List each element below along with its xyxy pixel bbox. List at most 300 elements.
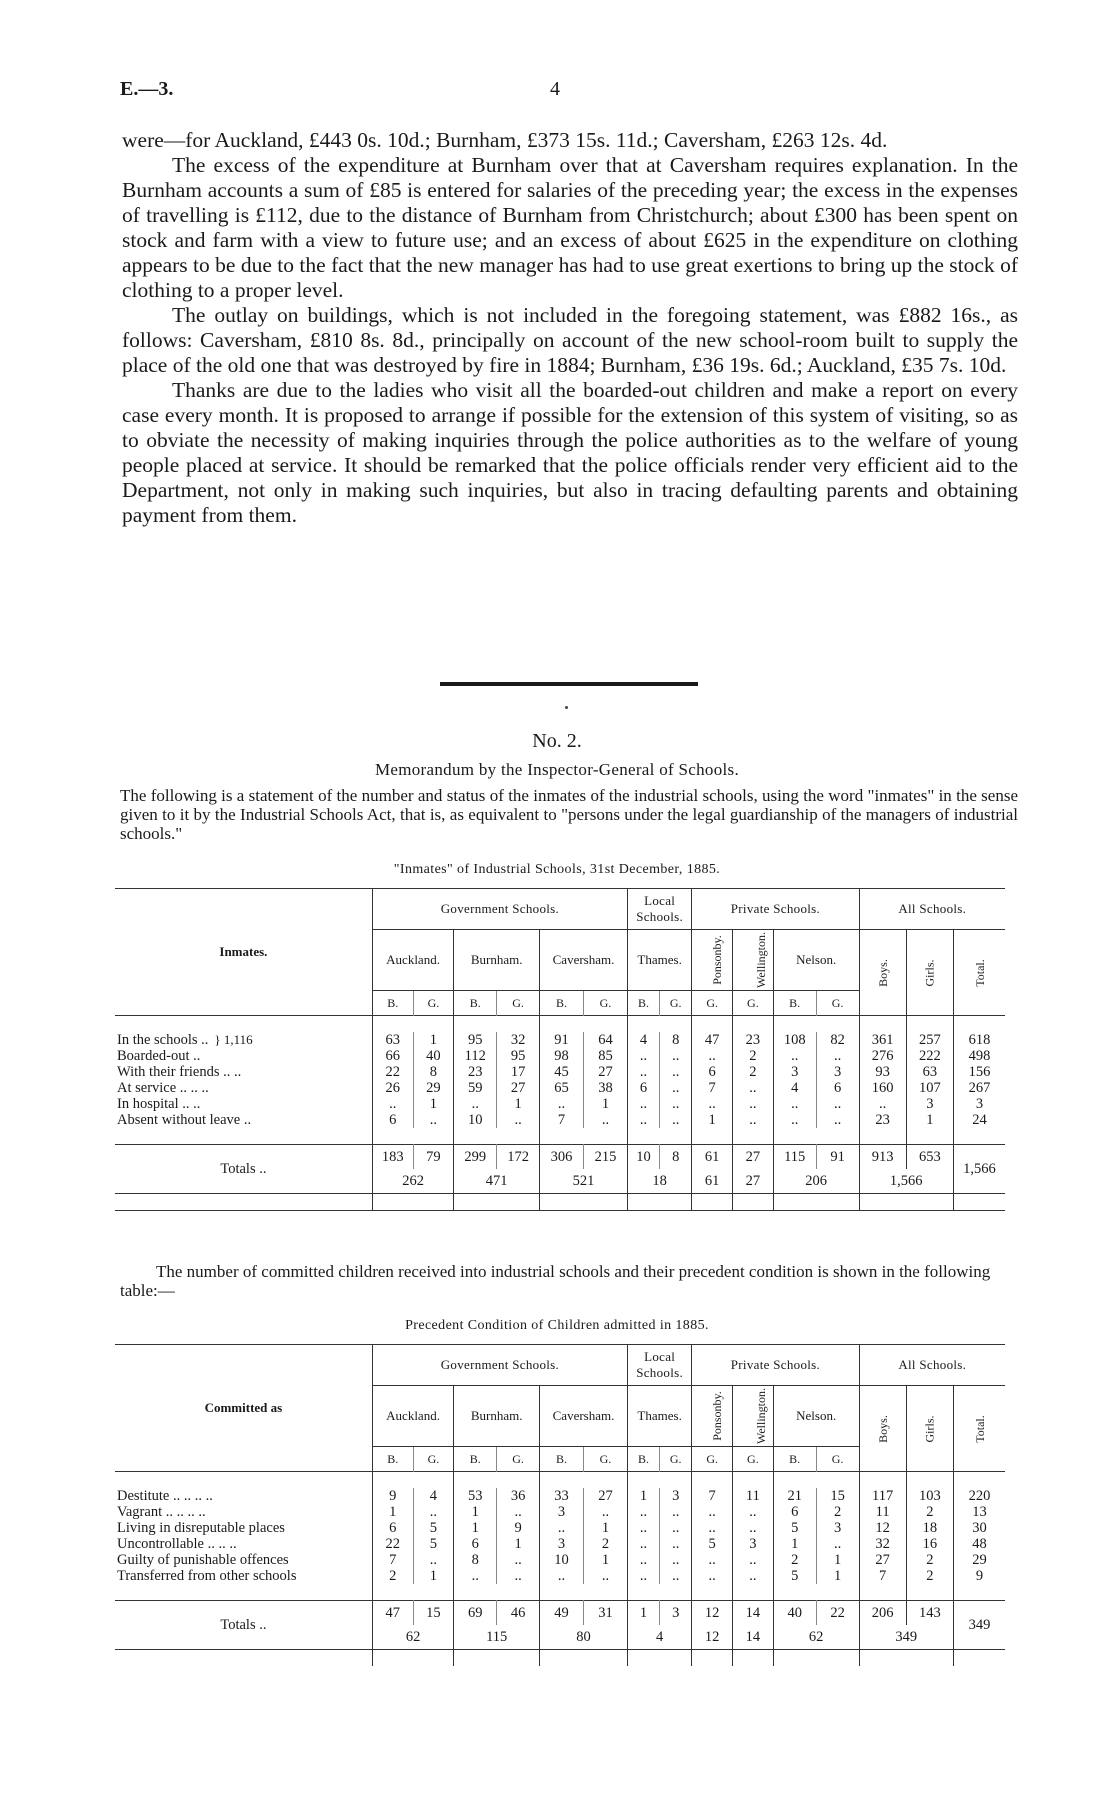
table-cell: 23	[454, 1064, 497, 1080]
row-label	[115, 1520, 372, 1536]
table-cell: 1	[413, 1568, 454, 1584]
totals-cell: 14	[733, 1601, 774, 1626]
table-cell: 13	[953, 1504, 1005, 1520]
totals-cell: 10	[627, 1145, 659, 1170]
table-cell: 117	[859, 1488, 906, 1504]
table-cell: 7	[859, 1568, 906, 1584]
grand-total: 349	[953, 1601, 1005, 1650]
table-cell: 5	[773, 1568, 816, 1584]
table-cell: ..	[816, 1096, 859, 1112]
table-row	[115, 1080, 1005, 1096]
table-cell: 38	[584, 1080, 628, 1096]
bg-header: B.	[372, 1447, 413, 1472]
school-header: Ponsonby.	[710, 935, 725, 985]
totals-cell: 115	[773, 1145, 816, 1170]
school-header: Burnham.	[454, 930, 540, 991]
table-cell: ..	[660, 1080, 692, 1096]
table-cell: 1	[692, 1112, 733, 1128]
school-header: Thames.	[627, 930, 691, 991]
totals-label: Totals ..	[220, 1161, 267, 1177]
row-label	[115, 1568, 372, 1584]
school-header: Caversham.	[540, 1386, 628, 1447]
subtotal-cell: 115	[454, 1625, 540, 1650]
subtotal-cell: 80	[540, 1625, 628, 1650]
table-cell: ..	[540, 1520, 584, 1536]
table-cell: 27	[497, 1080, 540, 1096]
bg-header: G.	[497, 1447, 540, 1472]
divider-dot	[565, 706, 568, 709]
bg-header: G.	[816, 991, 859, 1016]
table-cell: 45	[540, 1064, 584, 1080]
table-cell: 1	[627, 1488, 659, 1504]
table-cell: ..	[497, 1568, 540, 1584]
table-cell: 2	[733, 1048, 774, 1064]
table-cell: ..	[733, 1568, 774, 1584]
table1-caption: "Inmates" of Industrial Schools, 31st December, 1885.	[393, 862, 721, 877]
table-cell: 1	[454, 1504, 497, 1520]
table-cell: ..	[454, 1568, 497, 1584]
totals-cell: 79	[413, 1145, 454, 1170]
row-label	[115, 1488, 372, 1504]
totals-cell: 12	[692, 1601, 733, 1626]
row-header: Committed as	[115, 1345, 372, 1472]
row-label-text: Absent without leave ..	[117, 1112, 252, 1128]
subtotal-cell: 521	[540, 1169, 628, 1194]
subtotal-cell: 62	[773, 1625, 859, 1650]
table-cell: 1	[584, 1552, 628, 1568]
table-cell: ..	[540, 1096, 584, 1112]
table-cell: 27	[584, 1488, 628, 1504]
table-cell: 26	[372, 1080, 413, 1096]
row-label-text: Living in disreputable places	[117, 1520, 285, 1536]
table-cell: 63	[906, 1064, 953, 1080]
column-header: Girls.	[922, 1415, 937, 1442]
table-cell: 47	[692, 1032, 733, 1048]
table-cell: 5	[773, 1520, 816, 1536]
table-cell: 1	[773, 1536, 816, 1552]
table-cell: ..	[660, 1048, 692, 1064]
table-cell: 7	[692, 1080, 733, 1096]
group-header: Local Schools.	[627, 889, 691, 930]
table-cell: 1	[584, 1520, 628, 1536]
table-cell: 8	[660, 1032, 692, 1048]
table-cell: 9	[497, 1520, 540, 1536]
subtotal-cell: 206	[773, 1169, 859, 1194]
table-cell: ..	[859, 1096, 906, 1112]
row-label-text: In the schools ..	[117, 1032, 209, 1048]
table-cell: 3	[906, 1096, 953, 1112]
table-cell: ..	[627, 1552, 659, 1568]
table-cell: 1	[372, 1504, 413, 1520]
grand-total: 1,566	[953, 1145, 1005, 1194]
bg-header: G.	[816, 1447, 859, 1472]
table-cell: 64	[584, 1032, 628, 1048]
subtotal-cell: 349	[859, 1625, 953, 1650]
totals-label: Totals ..	[220, 1617, 267, 1633]
table1-body	[115, 1032, 1005, 1128]
table-row	[115, 1032, 1005, 1048]
table-cell: ..	[660, 1568, 692, 1584]
paragraph: The excess of the expenditure at Burnham over that at Caversham requires explanation. In the Burnham accounts a sum of £85 is entered for salaries of the preceding year; the excess in the expenses of travelling is £112, due to the distance of Burnham from Christchurch; about £300 has been spent on stock and farm with a view to future use; and an excess of about £625 in the expenditure on clothing appears to be due to the fact that the new manager has had to use great exertions to bring up the stock of clothing to a proper level.	[122, 153, 1018, 302]
row-header: Inmates.	[115, 889, 372, 1016]
table-cell: 27	[584, 1064, 628, 1080]
table-cell: 7	[372, 1552, 413, 1568]
table-cell: 40	[413, 1048, 454, 1064]
table-cell: ..	[372, 1096, 413, 1112]
table-cell: 5	[692, 1536, 733, 1552]
table-cell: ..	[627, 1048, 659, 1064]
table-cell: 6	[372, 1112, 413, 1128]
table-cell: 222	[906, 1048, 953, 1064]
table-cell: 2	[906, 1552, 953, 1568]
table-cell: ..	[627, 1112, 659, 1128]
table-row	[115, 1504, 1005, 1520]
table-cell: ..	[627, 1568, 659, 1584]
table-row	[115, 1520, 1005, 1536]
row-label	[115, 1536, 372, 1552]
subtotal-cell: 1,566	[859, 1169, 953, 1194]
table-row	[115, 1064, 1005, 1080]
group-header: All Schools.	[859, 1345, 1005, 1386]
precedent-condition-table	[115, 1344, 1005, 1666]
table-cell: ..	[733, 1520, 774, 1536]
bg-header: G.	[660, 1447, 692, 1472]
table-cell: 8	[454, 1552, 497, 1568]
row-label	[115, 1032, 372, 1048]
table-cell: ..	[816, 1536, 859, 1552]
table-cell: ..	[627, 1536, 659, 1552]
subtotal-cell: 12	[692, 1625, 733, 1650]
bg-header: G.	[733, 991, 774, 1016]
bg-header: G.	[584, 1447, 628, 1472]
table-cell: 4	[413, 1488, 454, 1504]
table-cell: ..	[497, 1552, 540, 1568]
table-cell: ..	[660, 1096, 692, 1112]
table-cell: 7	[540, 1112, 584, 1128]
row-label	[115, 1048, 372, 1064]
table-cell: 6	[627, 1080, 659, 1096]
school-header: Nelson.	[773, 1386, 859, 1447]
column-header: Boys.	[875, 1414, 890, 1443]
table-cell: 3	[816, 1520, 859, 1536]
table-cell: 3	[773, 1064, 816, 1080]
table-cell: 22	[372, 1064, 413, 1080]
intro-paragraph: The following is a statement of the number and status of the inmates of the industrial schools, using the word "inmates" in the sense given to it by the Industrial Schools Act, that is, as equivalent to "persons under the legal guardianship of the managers of industrial schools."	[120, 786, 1018, 843]
table-cell: 3	[660, 1488, 692, 1504]
row-label	[115, 1504, 372, 1520]
school-header: Burnham.	[454, 1386, 540, 1447]
bg-header: G.	[692, 1447, 733, 1472]
table-row	[115, 1096, 1005, 1112]
subtotal-cell: 4	[627, 1625, 691, 1650]
totals-cell: 1	[627, 1601, 659, 1626]
table-cell: 65	[540, 1080, 584, 1096]
table-cell: ..	[584, 1504, 628, 1520]
table-cell: 10	[454, 1112, 497, 1128]
totals-cell: 206	[859, 1601, 906, 1626]
table-cell: ..	[733, 1096, 774, 1112]
table-cell: 85	[584, 1048, 628, 1064]
bg-header: B.	[627, 991, 659, 1016]
table-cell: ..	[733, 1080, 774, 1096]
table-cell: 1	[454, 1520, 497, 1536]
paragraph: The outlay on buildings, which is not included in the foregoing statement, was £882 16s., as follows: Caversham, £810 8s. 8d., principally on account of the new school-room built to supply the place of the old one that was destroyed by fire in 1884; Burnham, £36 19s. 6d.; Auckland, £35 7s. 10d.	[122, 303, 1018, 377]
table-cell: 98	[540, 1048, 584, 1064]
table-cell: 36	[497, 1488, 540, 1504]
bg-header: B.	[454, 1447, 497, 1472]
row-label	[115, 1080, 372, 1096]
table-cell: ..	[816, 1048, 859, 1064]
row-label-text: At service .. .. ..	[117, 1080, 209, 1096]
table-cell: 24	[953, 1112, 1005, 1128]
table-cell: 53	[454, 1488, 497, 1504]
brace-value: } 1,116	[214, 1032, 253, 1047]
table-cell: 2	[906, 1504, 953, 1520]
table-cell: ..	[584, 1568, 628, 1584]
table-cell: 82	[816, 1032, 859, 1048]
school-header: Auckland.	[372, 930, 453, 991]
subtotal-cell: 471	[454, 1169, 540, 1194]
row-label-text: Vagrant .. .. .. ..	[117, 1504, 206, 1520]
table-cell: 220	[953, 1488, 1005, 1504]
table-cell: ..	[454, 1096, 497, 1112]
table-cell: ..	[627, 1064, 659, 1080]
table-cell: 107	[906, 1080, 953, 1096]
table-cell: ..	[692, 1520, 733, 1536]
table-cell: 1	[906, 1112, 953, 1128]
table-cell: 4	[773, 1080, 816, 1096]
table-cell: 2	[816, 1504, 859, 1520]
table-cell: 5	[413, 1536, 454, 1552]
table-cell: 15	[816, 1488, 859, 1504]
table-cell: 618	[953, 1032, 1005, 1048]
table-cell: 1	[413, 1096, 454, 1112]
subtotal-cell: 18	[627, 1169, 691, 1194]
row-label	[115, 1112, 372, 1128]
table-cell: 6	[692, 1064, 733, 1080]
row-label-text: Guilty of punishable offences	[117, 1552, 289, 1568]
table-cell: 22	[372, 1536, 413, 1552]
table-cell: ..	[413, 1552, 454, 1568]
table-cell: 33	[540, 1488, 584, 1504]
table-cell: 3	[540, 1504, 584, 1520]
table-cell: 498	[953, 1048, 1005, 1064]
table-cell: 3	[733, 1536, 774, 1552]
totals-cell: 31	[584, 1601, 628, 1626]
table-cell: ..	[733, 1504, 774, 1520]
table-cell: 18	[906, 1520, 953, 1536]
table-cell: 1	[497, 1536, 540, 1552]
row-label-text: Transferred from other schools	[117, 1568, 297, 1584]
school-header: Thames.	[627, 1386, 691, 1447]
row-label-text: Destitute .. .. .. ..	[117, 1488, 213, 1504]
table-cell: ..	[692, 1096, 733, 1112]
table-cell: ..	[540, 1568, 584, 1584]
school-header: Wellington.	[754, 931, 769, 989]
table-cell: 257	[906, 1032, 953, 1048]
table-cell: ..	[660, 1552, 692, 1568]
table-cell: 7	[692, 1488, 733, 1504]
bg-header: G.	[692, 991, 733, 1016]
table-cell: 267	[953, 1080, 1005, 1096]
section-number: No. 2.	[532, 730, 582, 752]
group-header: Government Schools.	[372, 1345, 627, 1386]
totals-cell: 8	[660, 1145, 692, 1170]
school-header: Nelson.	[773, 930, 859, 991]
table-cell: 160	[859, 1080, 906, 1096]
table-cell: 6	[773, 1504, 816, 1520]
table-cell: ..	[660, 1504, 692, 1520]
subtotal-cell: 27	[733, 1169, 774, 1194]
table-cell: 1	[497, 1096, 540, 1112]
totals-cell: 306	[540, 1145, 584, 1170]
table-cell: 16	[906, 1536, 953, 1552]
group-header: Government Schools.	[372, 889, 627, 930]
table-cell: ..	[733, 1112, 774, 1128]
table-cell: ..	[773, 1096, 816, 1112]
table-cell: 4	[627, 1032, 659, 1048]
table-cell: ..	[497, 1112, 540, 1128]
table-cell: 2	[773, 1552, 816, 1568]
column-header: Boys.	[875, 958, 890, 987]
bg-header: G.	[584, 991, 628, 1016]
school-header: Auckland.	[372, 1386, 453, 1447]
table-cell: ..	[692, 1568, 733, 1584]
row-label-text: Uncontrollable .. .. ..	[117, 1536, 237, 1552]
group-header: Local Schools.	[627, 1345, 691, 1386]
bg-header: B.	[773, 991, 816, 1016]
table-cell: ..	[584, 1112, 628, 1128]
subtotal-cell: 262	[372, 1169, 453, 1194]
table-cell: 5	[413, 1520, 454, 1536]
table-row	[115, 1568, 1005, 1584]
table-cell: ..	[627, 1504, 659, 1520]
totals-cell: 69	[454, 1601, 497, 1626]
section-divider	[440, 682, 698, 686]
table-cell: 3	[540, 1536, 584, 1552]
totals-cell: 653	[906, 1145, 953, 1170]
table-cell: 59	[454, 1080, 497, 1096]
table-cell: ..	[773, 1112, 816, 1128]
table-cell: 95	[454, 1032, 497, 1048]
bg-header: B.	[540, 991, 584, 1016]
table2-intro	[120, 1262, 1018, 1300]
table-cell: 6	[816, 1080, 859, 1096]
table-cell: ..	[692, 1504, 733, 1520]
school-header: Wellington.	[754, 1387, 769, 1445]
memo-title: Memorandum by the Inspector-General of Schools.	[374, 760, 740, 779]
totals-cell: 46	[497, 1601, 540, 1626]
subtotal-cell: 14	[733, 1625, 774, 1650]
table-cell: ..	[733, 1552, 774, 1568]
table-cell: 2	[906, 1568, 953, 1584]
school-header: Ponsonby.	[710, 1391, 725, 1441]
totals-cell: 183	[372, 1145, 413, 1170]
report-reference: E.—3.	[120, 78, 174, 100]
row-label-text: In hospital .. ..	[117, 1096, 201, 1112]
table-row	[115, 1048, 1005, 1064]
table-row	[115, 1488, 1005, 1504]
column-header: Total.	[972, 958, 987, 987]
bg-header: B.	[540, 1447, 584, 1472]
table-cell: 12	[859, 1520, 906, 1536]
table-cell: ..	[816, 1112, 859, 1128]
table-cell: ..	[660, 1536, 692, 1552]
totals-cell: 47	[372, 1601, 413, 1626]
row-label	[115, 1552, 372, 1568]
inmates-table	[115, 888, 1005, 1211]
paragraph: The number of committed children received into industrial schools and their precedent condition is shown in the following table:—	[120, 1262, 991, 1300]
totals-cell: 172	[497, 1145, 540, 1170]
totals-cell: 91	[816, 1145, 859, 1170]
bg-header: B.	[454, 991, 497, 1016]
table-cell: 1	[584, 1096, 628, 1112]
table-cell: ..	[413, 1112, 454, 1128]
table-cell: ..	[627, 1520, 659, 1536]
bg-header: G.	[733, 1447, 774, 1472]
subtotal-cell: 62	[372, 1625, 453, 1650]
paragraph: Thanks are due to the ladies who visit all the boarded-out children and make a report on every case every month. It is proposed to arrange if possible for the extension of this system of visiting, so as to obviate the necessity of making inquiries through the police authorities as to the welfare of young people placed at service. It should be remarked that the police officials render very efficient aid to the Department, not only in making such inquiries, but also in tracing defaulting parents and obtaining payment from them.	[122, 378, 1018, 527]
table-cell: 1	[816, 1552, 859, 1568]
table-cell: ..	[660, 1064, 692, 1080]
table-cell: 361	[859, 1032, 906, 1048]
bg-header: G.	[660, 991, 692, 1016]
table-cell: 27	[859, 1552, 906, 1568]
table-cell: 8	[413, 1064, 454, 1080]
table-cell: 48	[953, 1536, 1005, 1552]
table-cell: 30	[953, 1520, 1005, 1536]
table-cell: 6	[372, 1520, 413, 1536]
column-header: Girls.	[922, 959, 937, 986]
body-text	[122, 128, 1018, 528]
table-row	[115, 1536, 1005, 1552]
table-cell: ..	[413, 1504, 454, 1520]
table-cell: ..	[660, 1112, 692, 1128]
table-cell: 93	[859, 1064, 906, 1080]
bg-header: B.	[372, 991, 413, 1016]
table-cell: ..	[627, 1096, 659, 1112]
bg-header: G.	[497, 991, 540, 1016]
table-row	[115, 1112, 1005, 1128]
page-header	[120, 78, 1000, 104]
table-cell: 66	[372, 1048, 413, 1064]
table-row	[115, 1552, 1005, 1568]
row-label-text: Boarded-out ..	[117, 1048, 201, 1064]
table-cell: 9	[953, 1568, 1005, 1584]
table-cell: 2	[733, 1064, 774, 1080]
paragraph: were—for Auckland, £443 0s. 10d.; Burnham, £373 15s. 11d.; Caversham, £263 12s. 4d.	[122, 128, 888, 152]
table-cell: 156	[953, 1064, 1005, 1080]
table-cell: 10	[540, 1552, 584, 1568]
table-cell: 276	[859, 1048, 906, 1064]
totals-cell: 40	[773, 1601, 816, 1626]
table2-caption: Precedent Condition of Children admitted in 1885.	[405, 1318, 709, 1333]
table-cell: 23	[859, 1112, 906, 1128]
bg-header: G.	[413, 1447, 454, 1472]
memo-intro	[120, 786, 1018, 843]
table-cell: 32	[497, 1032, 540, 1048]
table-cell: 1	[413, 1032, 454, 1048]
table-cell: 9	[372, 1488, 413, 1504]
page-number: 4	[550, 78, 560, 100]
group-header: All Schools.	[859, 889, 1005, 930]
table-cell: 17	[497, 1064, 540, 1080]
table-cell: 63	[372, 1032, 413, 1048]
table-cell: 2	[372, 1568, 413, 1584]
table-cell: ..	[692, 1552, 733, 1568]
table-cell: ..	[773, 1048, 816, 1064]
table-cell: 112	[454, 1048, 497, 1064]
